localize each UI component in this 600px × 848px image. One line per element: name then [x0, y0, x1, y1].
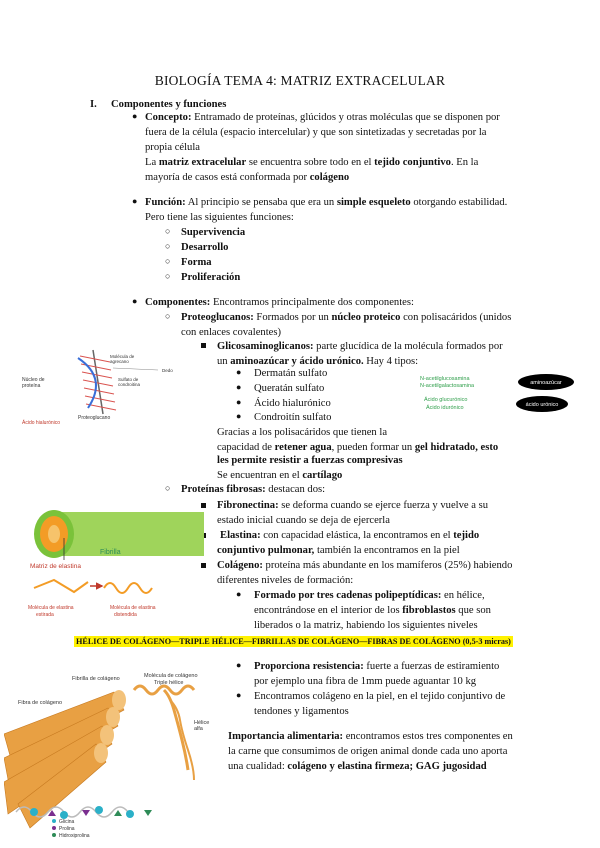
label-fibrilla: Fibrilla [100, 549, 121, 556]
gag-label-2: N-acetilgalactosamina [420, 383, 475, 389]
funcion-item: Forma [181, 257, 212, 268]
label-molecula-colageno: Molécula de colágeno [144, 673, 198, 679]
legend-prolina: Prolina [59, 826, 75, 832]
formado-line-1: Formado por tres cadenas polipeptídicas: en hélice, [254, 590, 485, 601]
label-sulfato: Sulfato de [118, 377, 139, 382]
label-molecula: Molécula de [110, 354, 135, 359]
label-distendida: distendida [114, 612, 137, 618]
funcion-item: Desarrollo [181, 242, 229, 253]
elastin-figure [24, 498, 204, 628]
bullet: ● [236, 367, 242, 377]
gag-type: Dermatán sulfato [254, 368, 328, 379]
label-dedo: Dedo [162, 368, 173, 373]
legend-hidroxiprolina: Hidroxiprolina [59, 833, 90, 839]
gag-type: Queratán sulfato [254, 383, 325, 394]
label-proteina: proteína [22, 383, 41, 389]
concepto-line-4: La matriz extracelular se encuentra sobre todo en el tejido conjuntivo. En la [145, 157, 479, 168]
label-proteoglucano: Proteoglucano [78, 415, 111, 421]
page-title: BIOLOGÍA TEMA 4: MATRIZ EXTRACELULAR [154, 73, 446, 88]
concepto-line-2: fuera de la célula (espacio intercelular) y que son sintetizadas y secretadas por la [145, 127, 487, 138]
circle-bullet: ○ [165, 256, 171, 266]
gag-label-4: Ácido idurónico [426, 405, 464, 411]
props-line-3: Encontramos colágeno en la piel, en el tejido conjuntivo de [254, 691, 506, 702]
gag-type: Condroitín sulfato [254, 412, 332, 423]
bullet: ● [236, 397, 242, 407]
formado-line-2: encontrándose en el interior de los fibroblastos que son [254, 605, 491, 616]
label-triple-helice: Triple hélice [154, 680, 184, 686]
glico-para-2: capacidad de retener agua, pueden formar un gel hidratado, esto [217, 442, 499, 453]
gag-label-1: N-acetilglucosamina [420, 376, 470, 382]
bullet: ● [132, 111, 138, 121]
concepto-line-3: propia célula [145, 142, 201, 153]
bullet: ● [236, 589, 242, 599]
label-matriz-elastina: Matriz de elastina [30, 563, 81, 570]
elastina-line-1: Elastina: con capacidad elástica, la encontramos en el tejido [220, 530, 480, 541]
label-alfa: alfa [194, 726, 203, 732]
bullet: ● [236, 411, 242, 421]
gag-chip-aminoazucar: aminoazúcar [530, 380, 562, 386]
componentes-line-1: Componentes: Encontramos principalmente dos componentes: [145, 297, 414, 308]
label-fibrilla-colageno: Fibrilla de colágeno [72, 676, 120, 682]
glico-line-2: un aminoazúcar y ácido urónico. Hay 4 tipos: [217, 356, 419, 367]
section-heading: Componentes y funciones [111, 99, 227, 110]
bullet: ● [236, 382, 242, 392]
bullet: ● [236, 690, 242, 700]
fibronectina-line-2: estado inicial cuando se deja de ejercerla [217, 515, 390, 526]
collagen-figure [4, 650, 226, 840]
funcion-line-2: Pero tiene las siguientes funciones: [145, 212, 294, 223]
circle-bullet: ○ [165, 241, 171, 251]
section-number: I. [90, 99, 97, 110]
bullet: ● [236, 660, 242, 670]
elastina-line-2: conjuntivo pulmonar, también la encontramos en la piel [217, 545, 460, 556]
fibronectina-line-1: Fibronectina: se deforma cuando se ejerce fuerza y vuelve a su [217, 500, 489, 511]
glico-line-1: Glicosaminoglicanos: parte glucídica de la molécula formados por [217, 341, 503, 352]
label-fibra-colageno: Fibra de colágeno [18, 700, 63, 706]
props-line-1: Proporciona resistencia: fuerte a fuerzas de estiramiento [254, 661, 500, 672]
legend-glicina: Glicina [59, 819, 75, 825]
importancia-line-2: la carne que consumimos de origen animal donde cada uno aporta [228, 746, 508, 757]
fibrosas-line: Proteínas fibrosas: destacan dos: [181, 484, 326, 495]
colageno-line-2: diferentes niveles de formación: [217, 575, 354, 586]
importancia-line-3: una cualidad: colágeno y elastina firmeza; GAG jugosidad [228, 761, 487, 772]
label-helice: Hélice [194, 720, 210, 726]
funcion-item: Supervivencia [181, 227, 246, 238]
funcion-item: Proliferación [181, 272, 241, 283]
circle-bullet: ○ [165, 271, 171, 281]
bullet: ● [132, 296, 138, 306]
gag-label-3: Ácido glucurónico [424, 397, 468, 403]
label-mol-distendida: Molécula de elastina [110, 605, 156, 611]
funcion-line-1: Función: Al principio se pensaba que era un simple esqueleto otorgando estabilidad. [145, 197, 508, 208]
props-line-2: por ejemplo una fibra de 1mm puede aguantar 10 kg [254, 676, 477, 687]
gag-type: Ácido hialurónico [254, 398, 331, 409]
proteo-line-1: Proteoglucanos: Formados por un núcleo proteico con polisacáridos (unidos [181, 312, 512, 323]
gag-chip-acido: ácido urónico [525, 402, 559, 408]
proteo-line-2: con enlaces covalentes) [181, 327, 281, 338]
collagen-levels-banner: HÉLICE DE COLÁGENO—TRIPLE HÉLICE—FIBRILLAS DE COLÁGENO—FIBRAS DE COLÁGENO (0,5-3 micras) [76, 637, 511, 646]
label-acido-hialuronico: Ácido hialurónico [22, 420, 61, 426]
concepto-line-1: Concepto: Entramado de proteínas, glúcidos y otras moléculas que se disponen por [145, 112, 500, 123]
label-mol-estirada: Molécula de elastina [28, 605, 74, 611]
label-nucleo: Núcleo de [22, 377, 45, 383]
importancia-line-1: Importancia alimentaria: encontramos estos tres componentes en [228, 731, 513, 742]
gag-components-figure [418, 372, 578, 416]
glico-para-4: Se encuentran en el cartílago [217, 470, 343, 481]
label-condroitina: condroitina [118, 382, 141, 387]
glico-para-3: les permite resistir a fuerzas compresivas [217, 455, 403, 466]
glico-para-1: Gracias a los polisacáridos que tienen la [217, 427, 388, 438]
concepto-line-5: mayoría de casos está conformada por colágeno [145, 172, 350, 183]
colageno-line-1: Colágeno: proteína más abundante en los mamíferos (25%) habiendo [217, 560, 513, 571]
circle-bullet: ○ [165, 311, 171, 321]
circle-bullet: ○ [165, 226, 171, 236]
props-line-4: tendones y ligamentos [254, 706, 349, 717]
label-estirada: estirada [36, 612, 54, 618]
bullet: ● [132, 196, 138, 206]
label-agrecano: agrecano [110, 359, 129, 364]
circle-bullet: ○ [165, 483, 171, 493]
proteoglycan-figure [18, 348, 208, 426]
formado-line-3: liberados o la matriz, habiendo los siguientes niveles [254, 620, 478, 631]
